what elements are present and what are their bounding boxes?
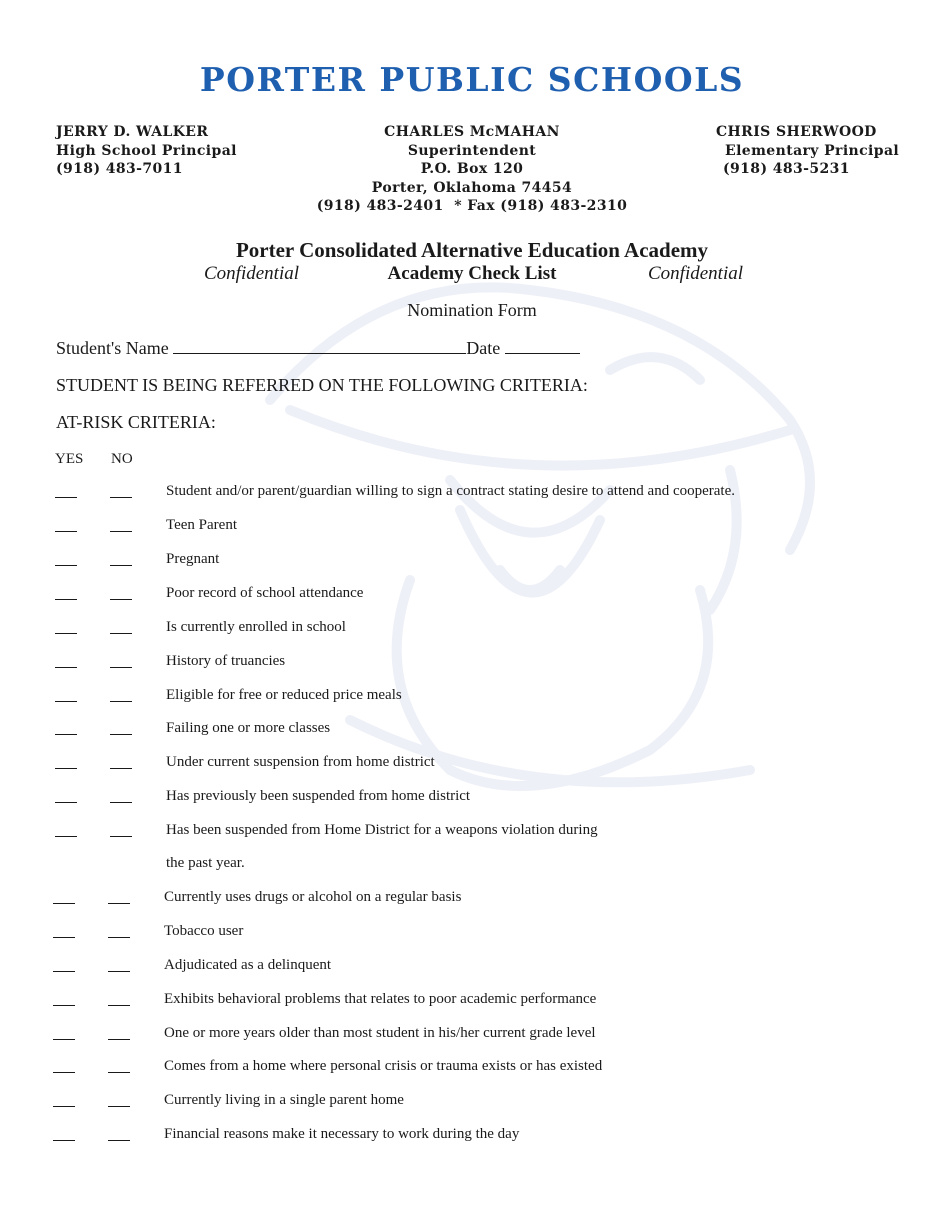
contact-city: Porter, Oklahoma 74454: [371, 179, 573, 196]
contact-title: Elementary Principal: [725, 142, 900, 159]
referral-heading: STUDENT IS BEING REFERRED ON THE FOLLOWING CRITERIA:: [56, 375, 588, 395]
criteria-text: Comes from a home where personal crisis or trauma exists or has existed: [164, 1058, 603, 1074]
no-checkbox-line[interactable]: [108, 971, 130, 972]
contact-title: Superintendent: [407, 142, 537, 159]
yes-checkbox-line[interactable]: [55, 802, 77, 803]
no-checkbox-line[interactable]: [110, 565, 132, 566]
school-name: PORTER PUBLIC SCHOOLS: [199, 60, 745, 99]
checklist-title: Academy Check List: [387, 263, 557, 284]
criteria-row: [0, 754, 944, 780]
no-checkbox-line[interactable]: [108, 1072, 130, 1073]
criteria-text: Pregnant: [166, 551, 220, 567]
confidential-label-right: Confidential: [648, 263, 743, 284]
no-checkbox-line[interactable]: [108, 1106, 130, 1107]
contact-po-box: P.O. Box 120: [420, 161, 524, 177]
criteria-text: Has previously been suspended from home district: [166, 788, 471, 804]
date-field[interactable]: [505, 339, 580, 354]
yes-checkbox-line[interactable]: [55, 667, 77, 668]
criteria-text: Currently living in a single parent home: [164, 1092, 404, 1108]
yes-checkbox-line[interactable]: [55, 599, 77, 600]
no-checkbox-line[interactable]: [110, 667, 132, 668]
date-label: Date: [466, 338, 501, 358]
criteria-row: [0, 517, 944, 543]
yes-checkbox-line[interactable]: [55, 836, 77, 837]
no-checkbox-line[interactable]: [108, 1140, 130, 1141]
contact-name: JERRY D. WALKER: [56, 124, 209, 140]
no-checkbox-line[interactable]: [110, 633, 132, 634]
criteria-row: [0, 923, 944, 949]
criteria-text: Eligible for free or reduced price meals: [166, 687, 402, 703]
criteria-text: Teen Parent: [166, 517, 238, 533]
no-checkbox-line[interactable]: [110, 599, 132, 600]
criteria-text: Failing one or more classes: [166, 720, 331, 736]
at-risk-heading: AT-RISK CRITERIA:: [56, 412, 216, 432]
yes-checkbox-line[interactable]: [55, 768, 77, 769]
no-checkbox-line[interactable]: [110, 701, 132, 702]
criteria-row: [0, 991, 944, 1017]
yes-checkbox-line[interactable]: [55, 565, 77, 566]
criteria-text: Is currently enrolled in school: [166, 619, 346, 635]
yes-checkbox-line[interactable]: [53, 1106, 75, 1107]
criteria-row: [0, 483, 944, 509]
criteria-row: [0, 822, 944, 848]
elementary-principal-contact: [716, 123, 899, 179]
contact-phone-fax: (918) 483-2401 * Fax (918) 483-2310: [316, 198, 628, 214]
no-checkbox-line[interactable]: [110, 802, 132, 803]
criteria-text: Poor record of school attendance: [166, 585, 364, 601]
criteria-row: [0, 1092, 944, 1118]
yes-checkbox-line[interactable]: [53, 1140, 75, 1141]
contact-title: High School Principal: [56, 142, 237, 159]
no-checkbox-line[interactable]: [110, 768, 132, 769]
criteria-text: Student and/or parent/guardian willing to sign a contract stating desire to attend and cooperate.: [166, 483, 735, 499]
criteria-text: Financial reasons make it necessary to work during the day: [164, 1126, 520, 1142]
no-checkbox-line[interactable]: [108, 1005, 130, 1006]
contact-phone: (918) 483-5231: [723, 161, 850, 177]
yes-checkbox-line[interactable]: [53, 1005, 75, 1006]
criteria-text: the past year.: [166, 855, 245, 871]
no-checkbox-line[interactable]: [108, 903, 130, 904]
yes-checkbox-line[interactable]: [55, 633, 77, 634]
criteria-text: One or more years older than most student in his/her current grade level: [164, 1025, 596, 1041]
criteria-row: [0, 551, 944, 577]
student-name-field[interactable]: [173, 339, 466, 354]
yes-checkbox-line[interactable]: [53, 937, 75, 938]
criteria-text: Has been suspended from Home District for a weapons violation during: [166, 822, 598, 838]
student-name-label: Student's Name: [56, 338, 169, 358]
criteria-row: [0, 1058, 944, 1084]
criteria-text: Adjudicated as a delinquent: [164, 957, 332, 973]
yes-checkbox-line[interactable]: [53, 1039, 75, 1040]
no-checkbox-line[interactable]: [110, 531, 132, 532]
yes-checkbox-line[interactable]: [55, 497, 77, 498]
criteria-text: Currently uses drugs or alcohol on a regular basis: [164, 889, 462, 905]
yes-checkbox-line[interactable]: [55, 701, 77, 702]
no-checkbox-line[interactable]: [108, 1039, 130, 1040]
contact-name: CHARLES McMAHAN: [384, 124, 560, 140]
yes-checkbox-line[interactable]: [55, 734, 77, 735]
criteria-row: [0, 619, 944, 645]
yes-checkbox-line[interactable]: [53, 1072, 75, 1073]
no-checkbox-line[interactable]: [110, 497, 132, 498]
contact-phone: (918) 483-7011: [56, 161, 183, 177]
criteria-text: Tobacco user: [164, 923, 244, 939]
academy-name: Porter Consolidated Alternative Education Academy: [235, 238, 709, 262]
criteria-row: [0, 653, 944, 679]
criteria-text: Under current suspension from home district: [166, 754, 435, 770]
yes-column-label: YES: [55, 451, 84, 467]
contact-name: CHRIS SHERWOOD: [716, 124, 877, 140]
criteria-row: [0, 889, 944, 915]
criteria-text: Exhibits behavioral problems that relates to poor academic performance: [164, 991, 597, 1007]
no-checkbox-line[interactable]: [110, 836, 132, 837]
criteria-row: [0, 788, 944, 814]
yes-checkbox-line[interactable]: [55, 531, 77, 532]
criteria-row: [0, 855, 944, 881]
criteria-row: [0, 1126, 944, 1152]
criteria-row: [0, 687, 944, 713]
criteria-row: [0, 1025, 944, 1051]
criteria-text: History of truancies: [166, 653, 286, 669]
yes-checkbox-line[interactable]: [53, 903, 75, 904]
no-checkbox-line[interactable]: [108, 937, 130, 938]
confidential-label-left: Confidential: [204, 263, 299, 284]
criteria-row: [0, 585, 944, 611]
student-info-line: [56, 338, 580, 359]
form-name: Nomination Form: [407, 300, 537, 320]
yes-checkbox-line[interactable]: [53, 971, 75, 972]
criteria-row: [0, 720, 944, 746]
criteria-row: [0, 957, 944, 983]
no-column-label: NO: [111, 451, 133, 467]
no-checkbox-line[interactable]: [110, 734, 132, 735]
